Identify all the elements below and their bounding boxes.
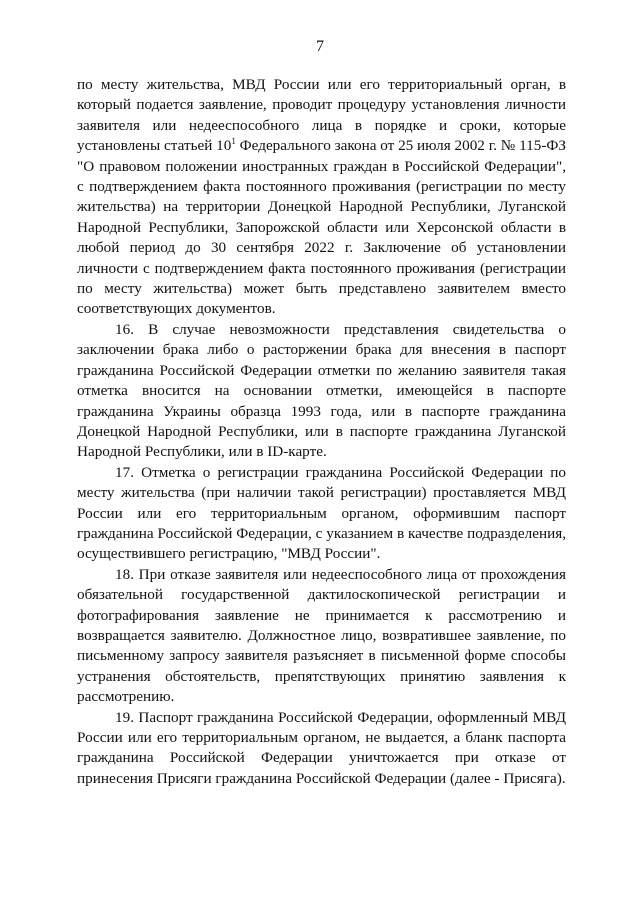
- paragraph-continuation: [77, 75, 566, 320]
- paragraph-17: 17. Отметка о регистрации гражданина Российской Федерации по месту жительства (при наличии такой регистрации) проставляется МВД России или его территориальным органом, оформившим паспорт гражданина Российской Федерации, с указанием в качестве подразделения, осуществившего регистрацию, "МВД России".: [77, 463, 566, 563]
- paragraph-16: 16. В случае невозможности представления свидетельства о заключении брака либо о расторжении брака для внесения в паспорт гражданина Российской Федерации отметки по желанию заявителя такая отметка вносится на основании отметки, имеющейся в паспорте гражданина Украины образца 1993 года, или в паспорте гражданина Донецкой Народной Республики, или в паспорте гражданина Луганской Народной Республики, или в ID-карте.: [77, 320, 566, 461]
- article-superscript: 1: [231, 136, 236, 147]
- paragraph-continuation-text-after: Федерального закона от 25 июля 2002 г. № 115-ФЗ "О правовом положении иностранных граждан в Российской Федерации", с подтверждением факта постоянного проживания (регистрации по месту жительства) на территории Донецкой Народной Республики, Луганской Народной Республики, Запорожской области или Херсонской области в любой период до 30 сентября 2022 г. Заключение об установлении личности с подтверждением факта постоянного проживания (регистрации по месту жительства) может быть представлено заявителем вместо соответствующих документов.: [77, 137, 566, 318]
- paragraph-continuation-text-before: по месту жительства, МВД России или его территориальный орган, в который подается заявление, проводит процедуру установления личности заявителя или недееспособного лица в порядке и сроки, которые установлены статьей 10: [77, 76, 566, 155]
- paragraph-19: 19. Паспорт гражданина Российской Федерации, оформленный МВД России или его территориальным органом, не выдается, а бланк паспорта гражданина Российской Федерации уничтожается при отказе от принесения Присяги гражданина Российской Федерации (далее - Присяга).: [77, 708, 566, 787]
- paragraph-18: 18. При отказе заявителя или недееспособного лица от прохождения обязательной государственной дактилоскопической регистрации и фотографирования заявление не принимается к рассмотрению и возвращается заявителю. Должностное лицо, возвратившее заявление, по письменному запросу заявителя разъясняет в письменной форме способы устранения обстоятельств, препятствующих принятию заявления к рассмотрению.: [77, 565, 566, 706]
- page-number: 7: [316, 38, 324, 55]
- document-body: [77, 75, 566, 789]
